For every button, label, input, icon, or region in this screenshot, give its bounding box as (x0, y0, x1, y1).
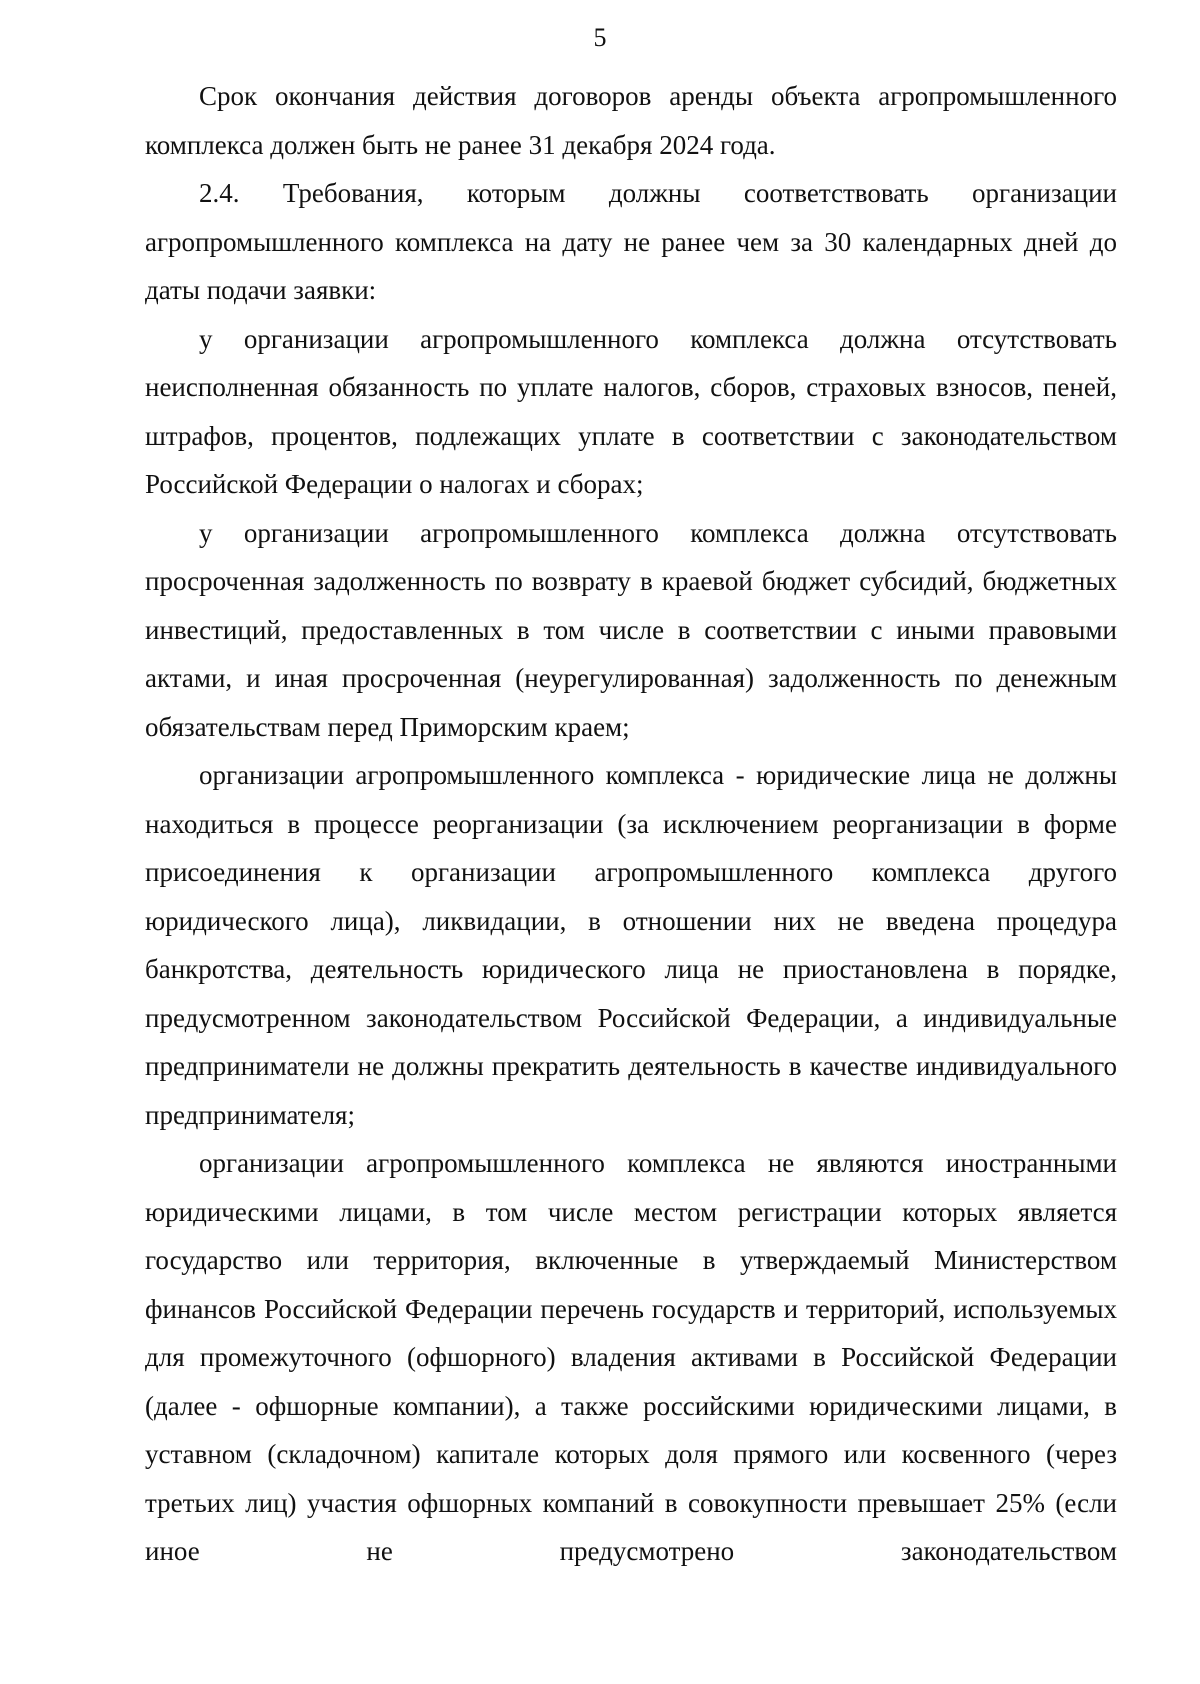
paragraph-lease-term: Срок окончания действия договоров аренды объекта агропромышленного комплекса должен быть не ранее 31 декабря 2024 года. (145, 81, 1117, 160)
page-number: 5 (593, 23, 607, 52)
paragraph-no-tax-debt: у организации агропромышленного комплекса должна отсутствовать неисполненная обязанность по уплате налогов, сборов, страховых взносов, пеней, штрафов, процентов, подлежащих уплате в соответствии с законодательством Российской Федерации о налогах и сборах; (145, 323, 1117, 499)
paragraph-no-budget-debt: у организации агропромышленного комплекса должна отсутствовать просроченная задолженность по возврату в краевой бюджет субсидий, бюджетных инвестиций, предоставленных в том числе в соответствии с иными правовыми актами, и иная просроченная (неурегулированная) задолженность по денежным обязательствам перед Приморским краем; (145, 517, 1117, 742)
document-body (145, 72, 1117, 1576)
paragraph-no-reorganization: организации агропромышленного комплекса - юридические лица не должны находиться в процессе реорганизации (за исключением реорганизации в форме присоединения к организации агропромышленного комплекса другого юридического лица), ликвидации, в отношении них не введена процедура банкротства, деятельность юридического лица не приостановлена в порядке, предусмотренном законодательством Российской Федерации, а индивидуальные предприниматели не должны прекратить деятельность в качестве индивидуального предпринимателя; (145, 760, 1117, 1130)
paragraph-not-offshore: организации агропромышленного комплекса не являются иностранными юридическими лицами, в том числе местом регистрации которых является государство или территория, включенные в утверждаемый Министерством финансов Российской Федерации перечень государств и территорий, используемых для промежуточного (офшорного) владения активами в Российской Федерации (далее - офшорные компании), а также российскими юридическими лицами, в уставном (складочном) капитале которых доля прямого или косвенного (через третьих лиц) участия офшорных компаний в совокупности превышает 25% (если иное не предусмотрено законодательством (145, 1148, 1117, 1566)
paragraph-section-2-4: 2.4. Требования, которым должны соответствовать организации агропромышленного комплекса на дату не ранее чем за 30 календарных дней до даты подачи заявки: (145, 178, 1117, 305)
